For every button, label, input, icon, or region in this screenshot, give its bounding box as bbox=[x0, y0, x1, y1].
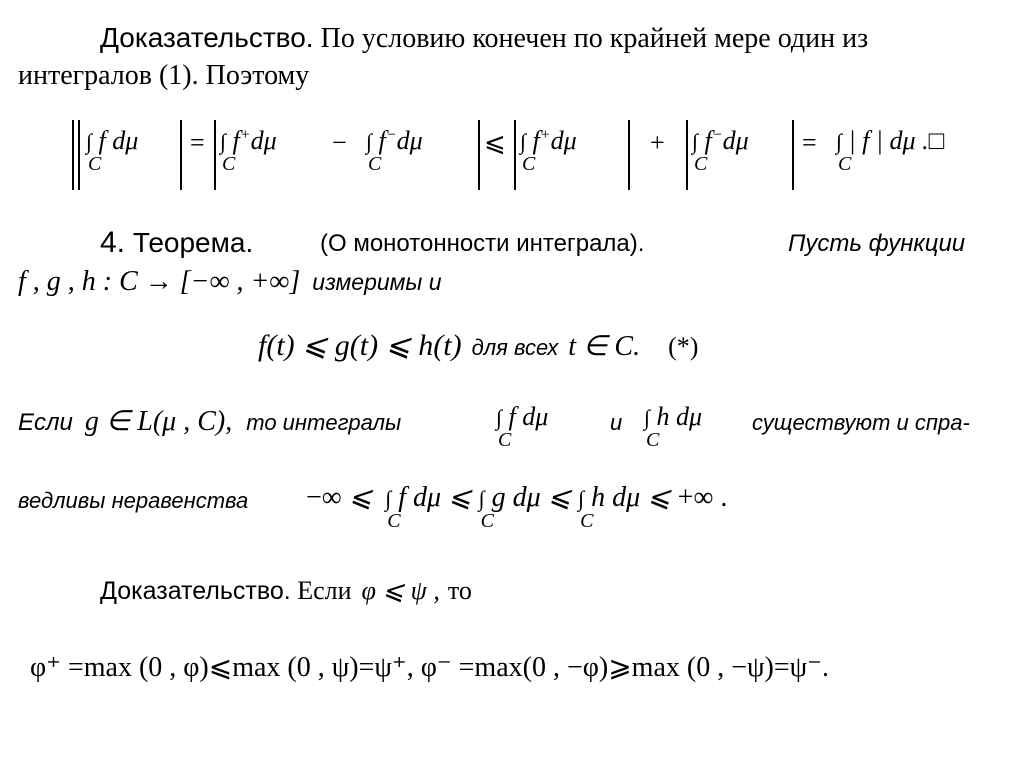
final-formula: φ⁺ =max (0 , φ)⩽max (0 , ψ)=ψ⁺, φ⁻ =max(0 , −φ)⩾max (0 , −ψ)=ψ⁻. bbox=[30, 652, 829, 683]
functions-line bbox=[18, 266, 442, 298]
if-exist: существуют и спра- bbox=[752, 410, 970, 435]
theorem-paren: (О монотонности интеграла). bbox=[320, 230, 645, 257]
theorem-pusti: Пусть функции bbox=[788, 230, 966, 257]
proof-text: По условию конечен по крайней мере один из bbox=[313, 23, 869, 54]
if-g-in-L: g ∈ L(μ , C), bbox=[84, 406, 233, 437]
theorem-title: Теорема. bbox=[132, 227, 254, 258]
if-to-int: то интегралы bbox=[246, 410, 402, 435]
proof-line-1 bbox=[100, 22, 868, 55]
proof2-text: Если bbox=[290, 576, 352, 605]
condition-line bbox=[258, 328, 698, 363]
theorem-number: 4. bbox=[100, 226, 126, 259]
condition-lhs: f(t) ⩽ g(t) ⩽ h(t) bbox=[258, 329, 462, 362]
if-esli: Если bbox=[18, 409, 73, 436]
if-integral-f: ∫ C f dμ bbox=[496, 402, 549, 451]
inequality-chain: −∞ ⩽ ∫ C f dμ ⩽ ∫ C g dμ ⩽ ∫ C h dμ ⩽ +∞ . bbox=[306, 482, 728, 532]
proof2-to: то bbox=[447, 576, 472, 605]
functions-mapping: f , g , h : C → [−∞ , +∞] bbox=[18, 266, 301, 297]
condition-rhs: t ∈ C. bbox=[568, 331, 641, 362]
formula-1: ∫ C f dμ = ∫ C f+dμ − ∫ C f−dμ ⩽ ∫ C f+dμ + ∫ C f−dμ = ∫ C | f | dμ .□ bbox=[0, 110, 1024, 200]
if-line-1 bbox=[18, 404, 401, 438]
condition-star: (*) bbox=[668, 332, 699, 361]
proof-label: Доказательство. bbox=[100, 22, 314, 53]
if-and: и bbox=[610, 410, 623, 435]
theorem-heading bbox=[100, 226, 253, 260]
condition-text: для всех bbox=[471, 335, 559, 360]
measurable-text: измеримы и bbox=[312, 269, 442, 295]
proof2-line bbox=[100, 576, 472, 606]
proof-line-2: интегралов (1). Поэтому bbox=[18, 60, 310, 91]
if-integral-h: ∫ C h dμ bbox=[644, 402, 703, 451]
proof2-label: Доказательство. bbox=[100, 577, 291, 605]
if-line-2: ведливы неравенства bbox=[18, 488, 249, 513]
proof2-cond: φ ⩽ ψ , bbox=[361, 576, 440, 605]
